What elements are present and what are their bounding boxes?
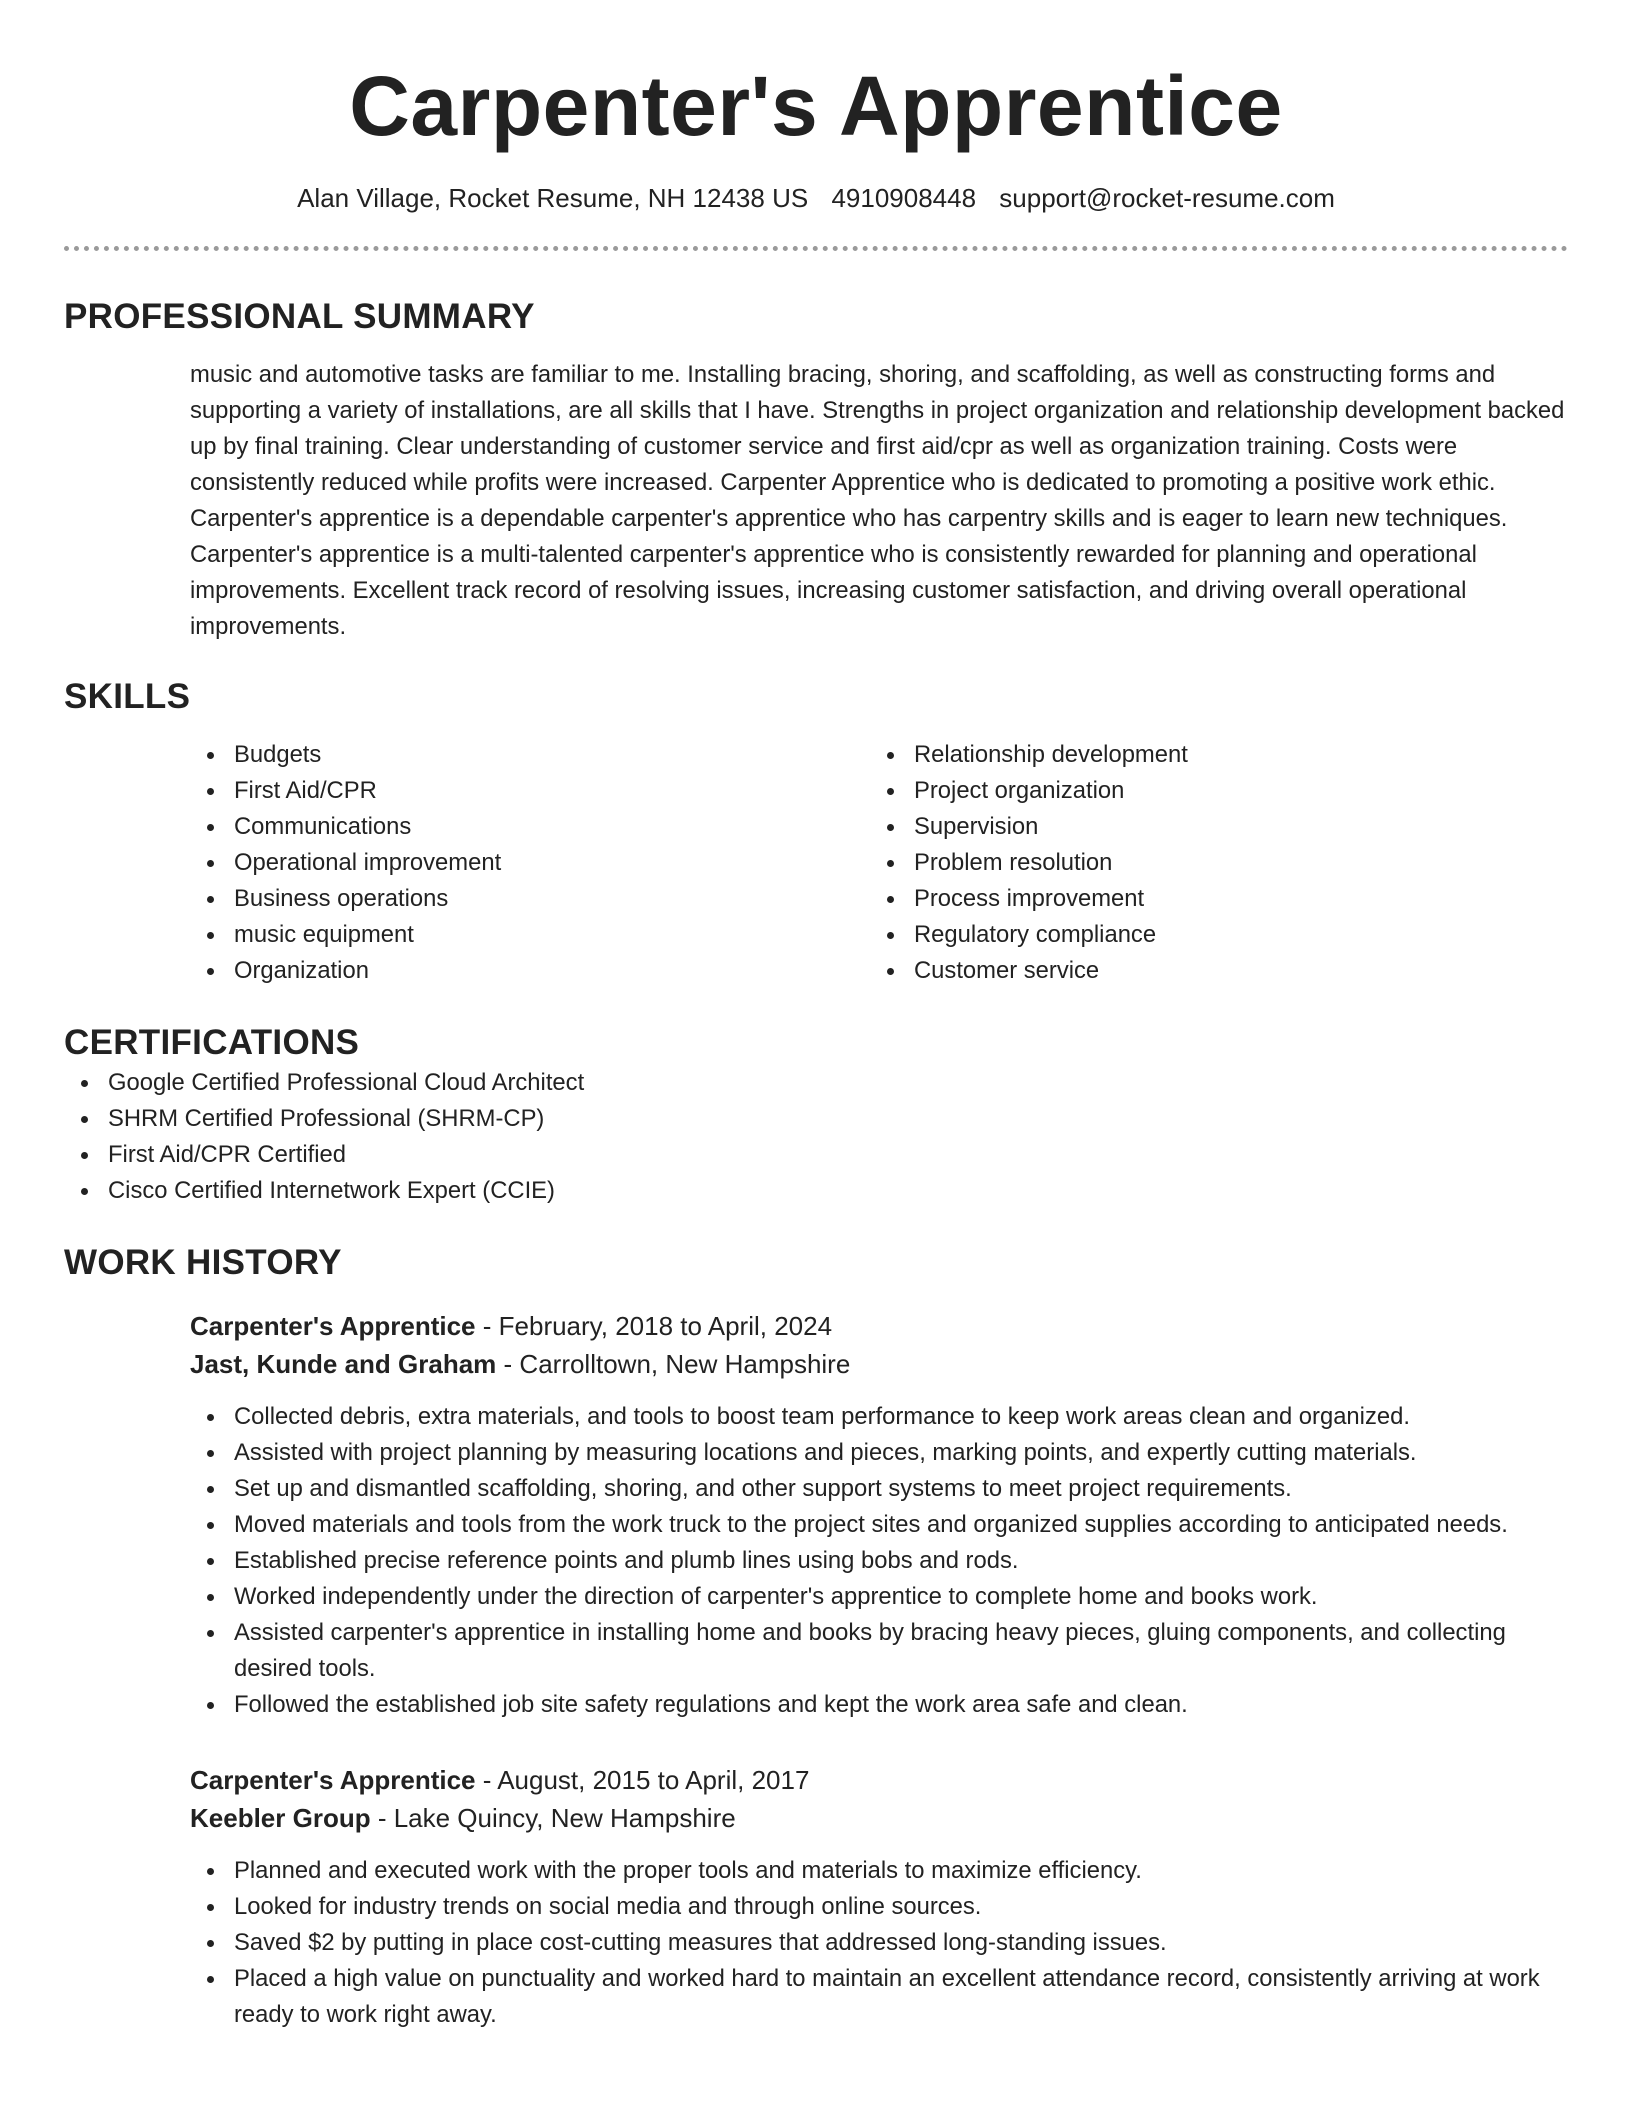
job-duty-item: Set up and dismantled scaffolding, shoring, and other support systems to meet project requirements. bbox=[190, 1471, 1568, 1507]
job-duty-item: Collected debris, extra materials, and tools to boost team performance to keep work areas clean and organized. bbox=[190, 1399, 1568, 1435]
job-role: Carpenter's Apprentice bbox=[190, 1311, 476, 1341]
skill-item: Problem resolution bbox=[870, 845, 1550, 881]
skill-item: Process improvement bbox=[870, 881, 1550, 917]
skill-item: Business operations bbox=[190, 881, 870, 917]
job-duty-item: Moved materials and tools from the work truck to the project sites and organized supplies according to anticipated needs. bbox=[190, 1507, 1568, 1543]
section-title-certifications: CERTIFICATIONS bbox=[64, 1023, 360, 1062]
job-company: Jast, Kunde and Graham bbox=[190, 1349, 497, 1379]
skills-left-list bbox=[190, 737, 870, 989]
section-title-summary: PROFESSIONAL SUMMARY bbox=[64, 297, 535, 336]
skill-item: Customer service bbox=[870, 953, 1550, 989]
certification-item: SHRM Certified Professional (SHRM-CP) bbox=[64, 1101, 1568, 1137]
skill-item: Budgets bbox=[190, 737, 870, 773]
job-duties-list bbox=[190, 1399, 1568, 1723]
job-duty-item: Looked for industry trends on social media and through online sources. bbox=[190, 1889, 1568, 1925]
certification-item: Google Certified Professional Cloud Architect bbox=[64, 1065, 1568, 1101]
skill-item: Regulatory compliance bbox=[870, 917, 1550, 953]
job-duty-item: Established precise reference points and plumb lines using bobs and rods. bbox=[190, 1543, 1568, 1579]
job-location: - Lake Quincy, New Hampshire bbox=[370, 1803, 736, 1833]
certification-item: First Aid/CPR Certified bbox=[64, 1137, 1568, 1173]
job-company-line bbox=[190, 1799, 1568, 1837]
skill-item: Supervision bbox=[870, 809, 1550, 845]
certifications-list bbox=[64, 1065, 1568, 1209]
contact-email[interactable]: support@rocket-resume.com bbox=[999, 183, 1335, 213]
job-duty-item: Saved $2 by putting in place cost-cutting measures that addressed long-standing issues. bbox=[190, 1925, 1568, 1961]
job-duty-item: Planned and executed work with the proper tools and materials to maximize efficiency. bbox=[190, 1853, 1568, 1889]
section-title-work-history: WORK HISTORY bbox=[64, 1243, 342, 1282]
contact-phone: 4910908448 bbox=[831, 183, 977, 213]
section-title-skills: SKILLS bbox=[64, 677, 191, 716]
header-divider bbox=[64, 246, 1568, 251]
contact-line bbox=[64, 180, 1568, 216]
job-location: - Carrolltown, New Hampshire bbox=[496, 1349, 851, 1379]
skill-item: Communications bbox=[190, 809, 870, 845]
summary-text: music and automotive tasks are familiar to me. Installing bracing, shoring, and scaffolding, as well as constructing forms and supporting a variety of installations, are all skills that I have. Strengths in project organization and relationship development backed up by final training. Clear understanding of customer service and first aid/cpr as well as organization training. Costs were consistently reduced while profits were increased. Carpenter Apprentice who is dedicated to promoting a positive work ethic. Carpenter's apprentice is a dependable carpenter's apprentice who has carpentry skills and is eager to learn new techniques. Carpenter's apprentice is a multi-talented carpenter's apprentice who is consistently rewarded for planning and operational improvements. Excellent track record of resolving issues, increasing customer satisfaction, and driving overall operational improvements. bbox=[190, 361, 1565, 640]
job-company-line bbox=[190, 1345, 1568, 1383]
job-company: Keebler Group bbox=[190, 1803, 371, 1833]
skill-item: First Aid/CPR bbox=[190, 773, 870, 809]
job-dates: - February, 2018 to April, 2024 bbox=[475, 1311, 833, 1341]
resume-name-title: Carpenter's Apprentice bbox=[349, 59, 1283, 153]
job-duty-item: Placed a high value on punctuality and worked hard to maintain an excellent attendance record, consistently arriving at work ready to work right away. bbox=[190, 1961, 1568, 2033]
skill-item: Organization bbox=[190, 953, 870, 989]
skills-right-list bbox=[870, 737, 1550, 989]
job-role-line bbox=[190, 1307, 1568, 1345]
skill-item: music equipment bbox=[190, 917, 870, 953]
job-duty-item: Assisted with project planning by measuring locations and pieces, marking points, and expertly cutting materials. bbox=[190, 1435, 1568, 1471]
job-entry bbox=[190, 1307, 1568, 1723]
resume-page bbox=[64, 0, 1568, 2033]
job-duty-item: Assisted carpenter's apprentice in installing home and books by bracing heavy pieces, gluing components, and collecting desired tools. bbox=[190, 1615, 1568, 1687]
skill-item: Operational improvement bbox=[190, 845, 870, 881]
certification-item: Cisco Certified Internetwork Expert (CCIE) bbox=[64, 1173, 1568, 1209]
job-role: Carpenter's Apprentice bbox=[190, 1765, 476, 1795]
job-duty-item: Followed the established job site safety regulations and kept the work area safe and clean. bbox=[190, 1687, 1568, 1723]
job-role-line bbox=[190, 1761, 1568, 1799]
skill-item: Project organization bbox=[870, 773, 1550, 809]
skill-item: Relationship development bbox=[870, 737, 1550, 773]
skills-columns bbox=[190, 737, 1568, 989]
job-entry bbox=[190, 1761, 1568, 2033]
job-duty-item: Worked independently under the direction of carpenter's apprentice to complete home and books work. bbox=[190, 1579, 1568, 1615]
contact-address: Alan Village, Rocket Resume, NH 12438 US bbox=[297, 183, 809, 213]
job-dates: - August, 2015 to April, 2017 bbox=[475, 1765, 810, 1795]
job-duties-list bbox=[190, 1853, 1568, 2033]
